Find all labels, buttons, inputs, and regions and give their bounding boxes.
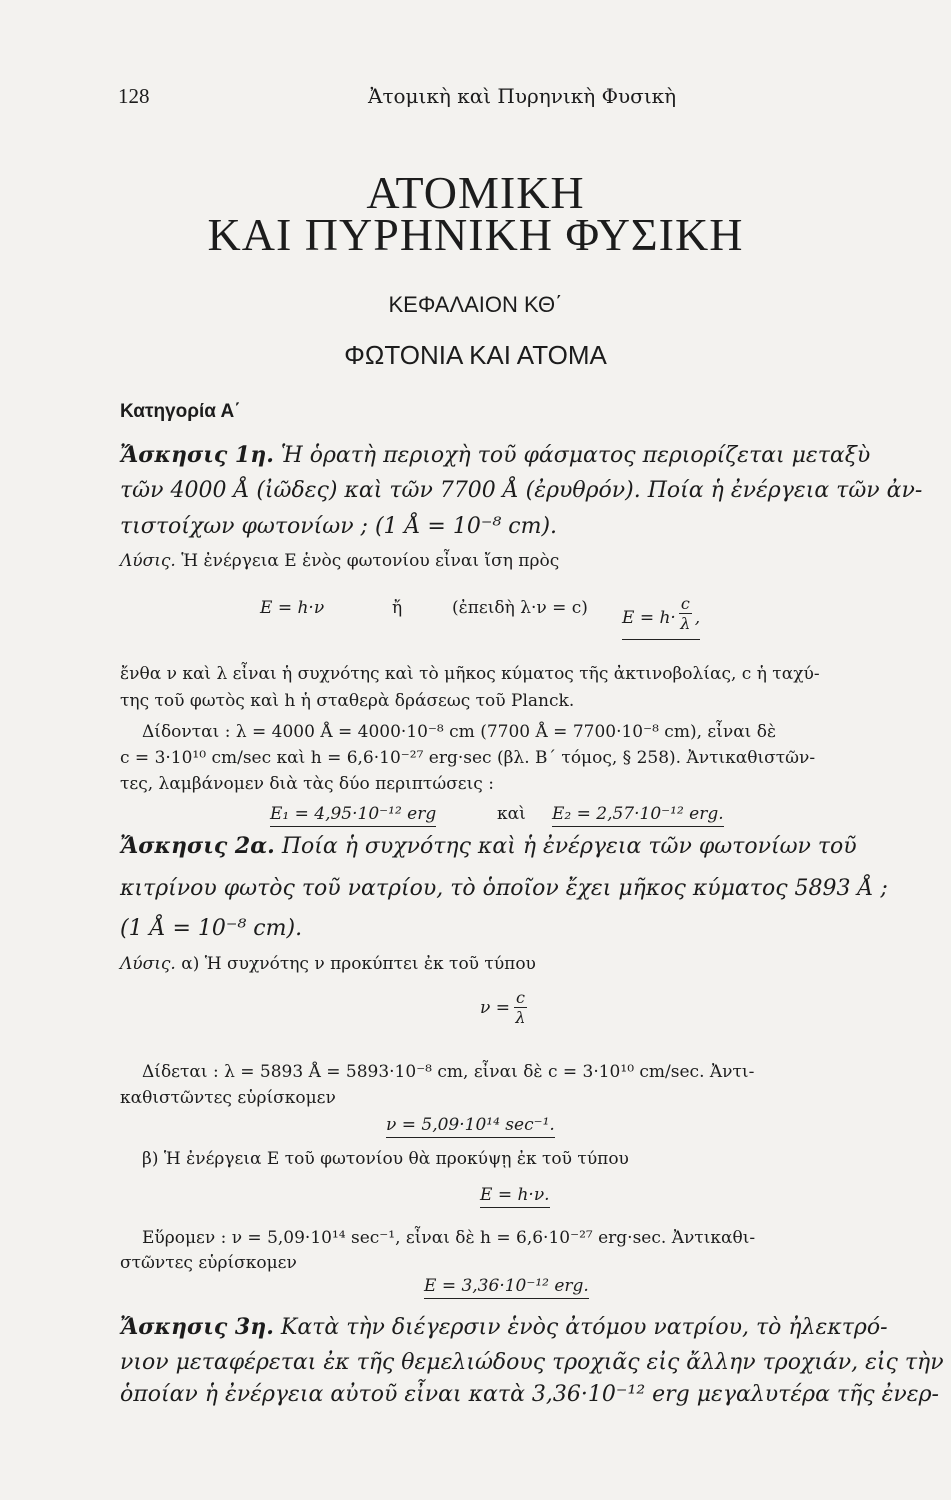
formula-condition: (ἐπειδὴ λ·ν = c)	[452, 598, 588, 618]
result-e1-value: E₁ = 4,95·10⁻¹² erg	[270, 804, 436, 827]
solution-label: Λύσις.	[120, 551, 176, 571]
chapter-title: ΦΩΤΟΝΙΑ ΚΑΙ ΑΤΟΜΑ	[344, 340, 607, 370]
result-e-value: E = 3,36·10⁻¹² erg.	[424, 1276, 589, 1299]
exercise2-question-line2: κιτρίνου φωτὸς τοῦ νατρίου, τὸ ὁποῖον ἔχει μῆκος κύματος 5893 Å ;	[120, 876, 888, 901]
exercise2-question-line3: (1 Å = 10⁻⁸ cm).	[120, 916, 303, 941]
exercise1-given-line1: Δίδονται : λ = 4000 Å = 4000·10⁻⁸ cm (7700 Å = 7700·10⁻⁸ cm), εἶναι δὲ	[142, 722, 777, 742]
fraction-numerator: c	[680, 594, 690, 613]
exercise1-given-line2: c = 3·10¹⁰ cm/sec καὶ h = 6,6·10⁻²⁷ erg·sec (βλ. Β΄ τόμος, § 258). Ἀντικαθιστῶν-	[120, 748, 816, 768]
exercise3-question-line3: ὁποίαν ἡ ἐνέργεια αὐτοῦ εἶναι κατὰ 3,36·10⁻¹² erg μεγαλυτέρα τῆς ἐνερ-	[120, 1382, 939, 1407]
exercise1-given-line3: τες, λαμβάνομεν διὰ τὰς δύο περιπτώσεις :	[120, 774, 494, 794]
result-e	[424, 1276, 589, 1296]
exercise2-found-line1: Εὕρομεν : ν = 5,09·10¹⁴ sec⁻¹, εἶναι δὲ h = 6,6·10⁻²⁷ erg·sec. Ἀντικαθι-	[142, 1228, 756, 1248]
exercise1-question-line1	[120, 442, 870, 468]
fraction-c-lambda	[679, 594, 692, 633]
running-header	[118, 84, 676, 109]
running-title: Ἀτομικὴ καὶ Πυρηνικὴ Φυσικὴ	[368, 84, 677, 108]
result-e1	[270, 804, 436, 824]
formula-e-h-c-lambda	[622, 594, 701, 640]
result-e2	[552, 804, 724, 824]
chapter-label: ΚΕΦΑΛΑΙΟΝ ΚΘ΄	[388, 292, 563, 317]
formula-e-h-nu-2	[480, 1185, 550, 1205]
exercise1-text-line2: της τοῦ φωτὸς καὶ h ἡ σταθερὰ δράσεως τοῦ Planck.	[120, 691, 575, 711]
fraction-numerator: c	[515, 988, 525, 1007]
exercise1-text-line1: ἔνθα ν καὶ λ εἶναι ἡ συχνότης καὶ τὸ μῆκος κύματος τῆς ἀκτινοβολίας, c ἡ ταχύ-	[120, 664, 820, 684]
exercise1-text: Ἡ ὁρατὴ περιοχὴ τοῦ φάσματος περιορίζεται μεταξὺ	[280, 443, 871, 468]
exercise2-given-line1: Δίδεται : λ = 5893 Å = 5893·10⁻⁸ cm, εἶναι δὲ c = 3·10¹⁰ cm/sec. Ἀντι-	[142, 1062, 755, 1082]
formula-c-tail: ,	[694, 607, 701, 628]
formula-or: ἤ	[392, 598, 403, 618]
exercise2-solution-intro	[120, 954, 536, 974]
exercise2-label: Ἄσκησις 2α.	[120, 833, 275, 859]
formula-e-h-nu: E = h·ν	[260, 598, 325, 618]
category-heading: Κατηγορία Α΄	[120, 401, 241, 422]
formula-c-under	[622, 594, 701, 640]
page-number: 128	[118, 84, 150, 108]
exercise2-part-b: β) Ἡ ἐνέργεια E τοῦ φωτονίου θὰ προκύψῃ ἐκ τοῦ τύπου	[142, 1149, 629, 1169]
fraction-denominator: λ	[515, 1008, 526, 1027]
solution-text: Ἡ ἐνέργεια E ἑνὸς φωτονίου εἶναι ἴση πρὸς	[181, 551, 560, 571]
exercise3-label: Ἄσκησις 3η.	[120, 1314, 274, 1340]
result-nu	[386, 1115, 555, 1135]
exercise3-question-line1	[120, 1314, 888, 1340]
solution-text: α) Ἡ συχνότης ν προκύπτει ἐκ τοῦ τύπου	[181, 954, 536, 974]
result-and: καὶ	[497, 804, 526, 824]
exercise1-label: Ἄσκησις 1η.	[120, 442, 274, 468]
formula-nu-lhs: ν =	[480, 997, 510, 1018]
result-nu-value: ν = 5,09·10¹⁴ sec⁻¹.	[386, 1115, 555, 1138]
exercise2-question-line1	[120, 833, 857, 859]
exercise2-text: Ποία ἡ συχνότης καὶ ἡ ἐνέργεια τῶν φωτονίων τοῦ	[281, 834, 857, 859]
solution-label: Λύσις.	[120, 954, 176, 974]
result-e2-value: E₂ = 2,57·10⁻¹² erg.	[552, 804, 724, 827]
exercise1-question-line2: τῶν 4000 Å (ἰῶδες) καὶ τῶν 7700 Å (ἐρυθρόν). Ποία ἡ ἐνέργεια τῶν ἀν-	[120, 478, 923, 503]
fraction-denominator: λ	[680, 614, 691, 633]
formula-e-value: E = h·ν.	[480, 1185, 550, 1208]
formula-c-lhs: E = h·	[622, 607, 676, 628]
part-title-line2: ΚΑΙ ΠΥΡΗΝΙΚΗ ΦΥΣΙΚΗ	[207, 209, 744, 260]
exercise3-question-line2: νιον μεταφέρεται ἐκ τῆς θεμελιώδους τροχιᾶς εἰς ἄλλην τροχιάν, εἰς τὴν	[120, 1350, 944, 1375]
exercise1-solution-intro	[120, 551, 559, 571]
exercise2-given-line2: καθιστῶντες εὑρίσκομεν	[120, 1088, 336, 1108]
exercise3-text: Κατὰ τὴν διέγερσιν ἑνὸς ἀτόμου νατρίου, τὸ ἠλεκτρό-	[280, 1315, 888, 1340]
exercise2-found-line2: στῶντες εὑρίσκομεν	[120, 1253, 297, 1273]
formula-nu-c-lambda	[480, 988, 527, 1027]
fraction-c-lambda-2	[514, 988, 527, 1027]
part-title-line1: ΑΤΟΜΙΚΗ	[366, 167, 585, 218]
exercise1-question-line3: τιστοίχων φωτονίων ; (1 Å = 10⁻⁸ cm).	[120, 514, 558, 539]
